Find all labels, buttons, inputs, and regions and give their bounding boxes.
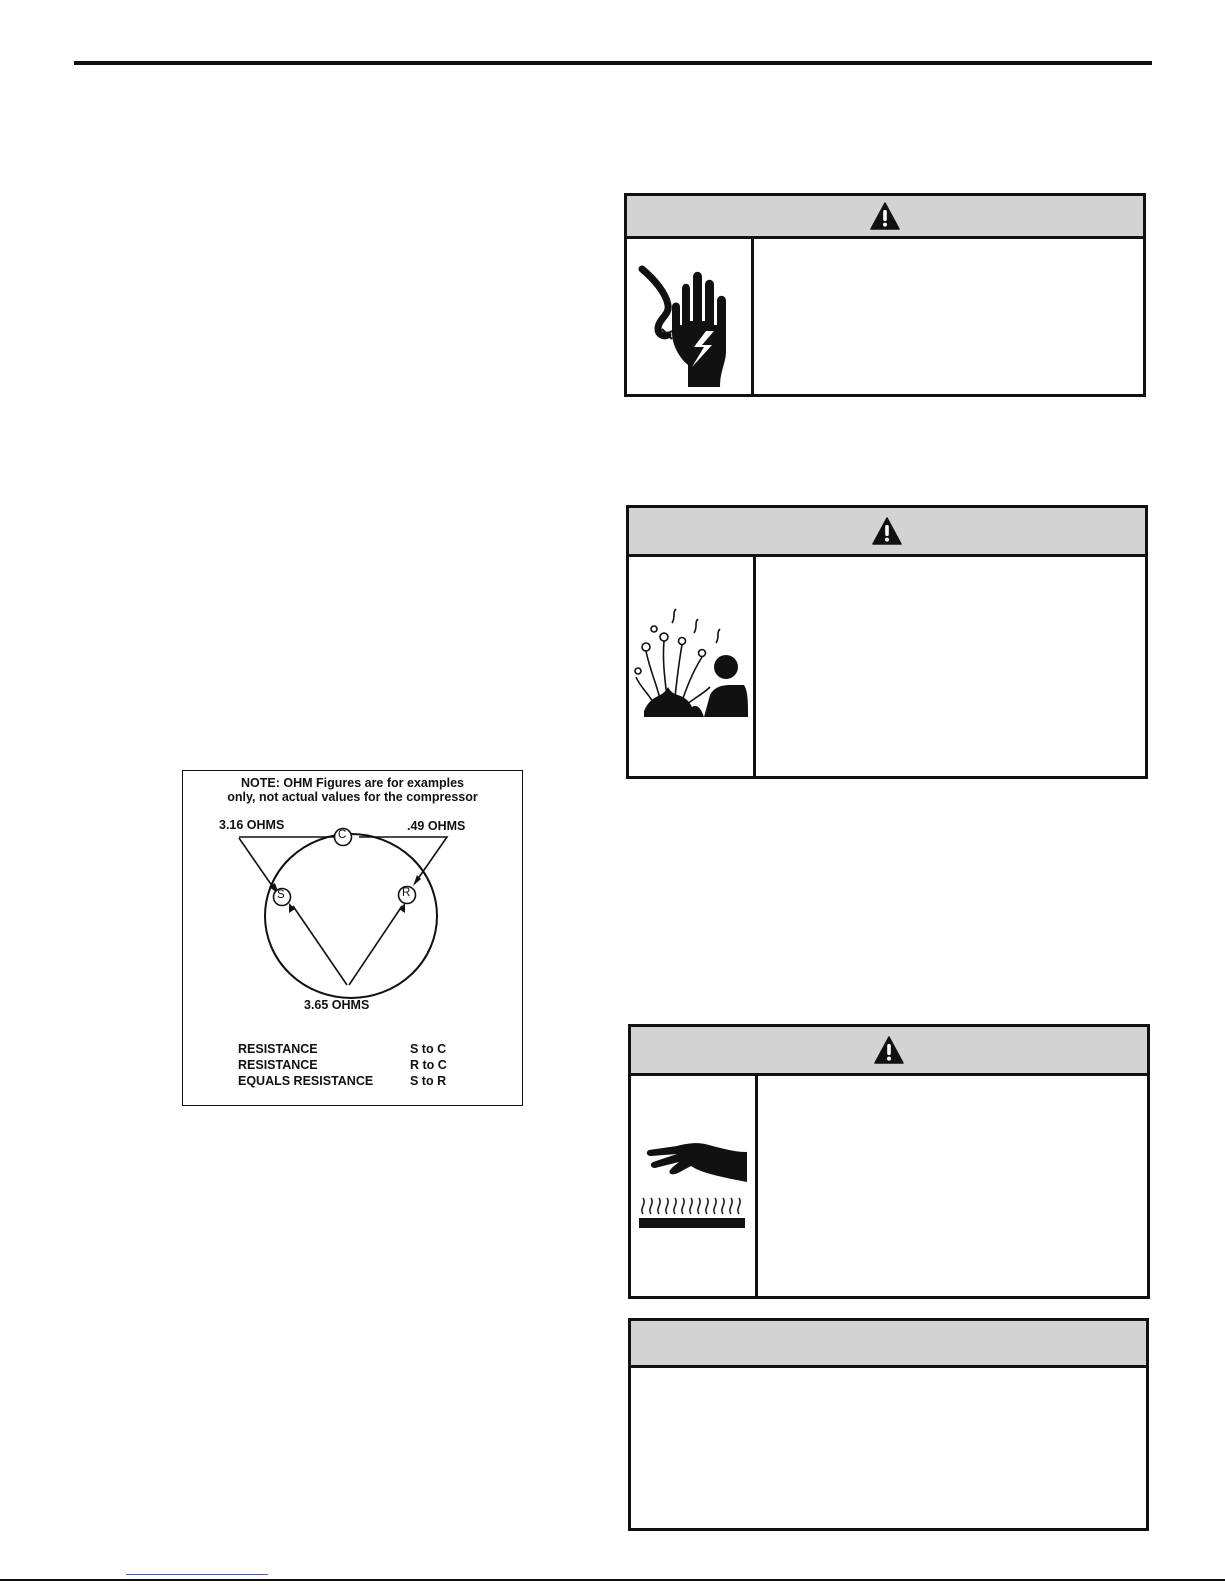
label-rc-ohms: .49 OHMS: [407, 819, 466, 833]
terminal-c-label: C: [338, 829, 347, 841]
note-header: [631, 1321, 1146, 1368]
resistance-row: [238, 1041, 458, 1057]
pictogram-cell: [627, 239, 754, 394]
electric-shock-hand-icon: [632, 247, 747, 387]
ohm-note-line2: only, not actual values for the compressor: [227, 790, 478, 804]
label-sc-ohms: 3.16 OHMS: [219, 818, 285, 832]
resistance-row-value: S to C: [410, 1042, 447, 1056]
warning-box-hot-surface: [628, 1024, 1150, 1299]
top-rule: [74, 61, 1152, 65]
terminal-r-label: R: [402, 887, 411, 899]
resistance-row-label: RESISTANCE: [238, 1042, 318, 1056]
resistance-row-value: S to R: [410, 1074, 447, 1088]
warning-box-explosion: [626, 505, 1148, 779]
note-box: [628, 1318, 1149, 1531]
warning-box-electrical: [624, 193, 1146, 397]
resistance-row-label: RESISTANCE: [238, 1058, 318, 1072]
warning-triangle-icon: [874, 1036, 904, 1064]
resistance-row: [238, 1073, 458, 1089]
warning-triangle-icon: [872, 517, 902, 545]
resistance-row-label: EQUALS RESISTANCE: [238, 1074, 374, 1088]
bottom-rule: [0, 1579, 1225, 1581]
resistance-row-value: R to C: [410, 1058, 447, 1072]
lead-line-rc: [359, 837, 447, 883]
pictogram-cell: [629, 557, 756, 776]
ohm-diagram: [182, 770, 523, 1106]
hot-surface-burn-icon: [637, 1136, 749, 1236]
resistance-row: [238, 1057, 458, 1073]
pictogram-cell: [631, 1076, 758, 1296]
explosion-hazard-icon: [632, 607, 750, 727]
warning-header: [627, 196, 1143, 239]
terminal-s-label: S: [277, 889, 285, 901]
ohm-note-line1: NOTE: OHM Figures are for examples: [241, 776, 464, 790]
warning-header: [631, 1027, 1147, 1076]
label-sr-ohms: 3.65 OHMS: [304, 998, 370, 1012]
warning-triangle-icon: [870, 202, 900, 230]
compressor-outline: [265, 834, 437, 998]
footer-link-underline[interactable]: [126, 1574, 268, 1575]
ohm-note: [183, 776, 522, 804]
warning-header: [629, 508, 1145, 557]
